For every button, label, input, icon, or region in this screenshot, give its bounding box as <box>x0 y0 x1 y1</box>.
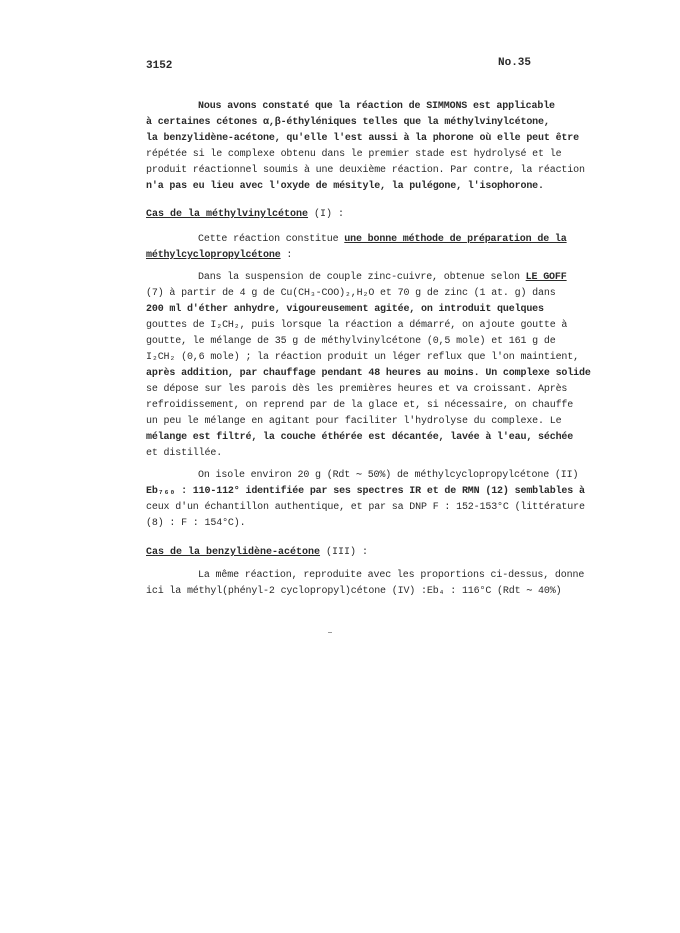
text-line: On isole environ 20 g (Rdt ∼ 50%) de méthylcyclopropylcétone (II) <box>198 470 579 481</box>
text-line: à certaines cétones α,β-éthyléniques telles que la méthylvinylcétone, <box>146 117 550 128</box>
text-line: 200 ml d'éther anhydre, vigoureusement agitée, on introduit quelques <box>146 304 544 315</box>
text-line: (8) : F : 154°C). <box>146 518 246 529</box>
section-heading-underlined: Cas de la benzylidène-acétone <box>146 547 321 558</box>
section1-paragraph1 <box>146 270 591 462</box>
scan-mark <box>328 632 332 633</box>
subtitle-rest: : <box>280 250 293 261</box>
text-line: un peu le mélange en agitant pour faciliter l'hydrolyse du complexe. Le <box>146 416 562 427</box>
text-line: après addition, par chauffage pendant 48 heures au moins. Un complexe solide <box>146 368 591 379</box>
reference-author: LE GOFF <box>525 272 567 283</box>
text-line: ceux d'un échantillon authentique, et par sa DNP F : 152-153°C (littérature <box>146 502 585 513</box>
journal-number: No.35 <box>498 57 532 69</box>
text-line: Nous avons constaté que la réaction de SIMMONS est applicable <box>198 101 555 112</box>
subtitle-plain: Cette réaction constitue <box>198 234 345 245</box>
para-text: Dans la suspension de couple zinc-cuivre, obtenue selon <box>198 272 526 283</box>
text-line <box>146 232 567 248</box>
text-line: et distillée. <box>146 448 223 459</box>
text-line: répétée si le complexe obtenu dans le premier stade est hydrolysé et le <box>146 149 562 160</box>
intro-paragraph <box>146 99 585 195</box>
subtitle-underlined: une bonne méthode de préparation de la <box>344 234 567 245</box>
section1-subtitle <box>146 232 567 264</box>
subtitle-underlined: méthylcyclopropylcétone <box>146 250 281 261</box>
section-heading-benzylideneacetone <box>146 545 368 561</box>
text-line: produit réactionnel soumis à une deuxième réaction. Par contre, la réaction <box>146 165 585 176</box>
text-line: mélange est filtré, la couche éthérée est décantée, lavée à l'eau, séchée <box>146 432 574 443</box>
text-line <box>146 248 536 264</box>
text-line: Eb₇₆₀ : 110-112° identifiée par ses spectres IR et de RMN (12) semblables à <box>146 486 585 497</box>
text-line: (7) à partir de 4 g de Cu(CH₃-COO)₂,H₂O et 70 g de zinc (1 at. g) dans <box>146 288 556 299</box>
page-number: 3152 <box>146 60 173 72</box>
section-heading-rest: (I) : <box>308 209 345 220</box>
text-line: ici la méthyl(phényl-2 cyclopropyl)cétone (IV) :Eb₄ : 116°C (Rdt ∼ 40%) <box>146 586 562 597</box>
text-line: goutte, le mélange de 35 g de méthylvinylcétone (0,5 mole) et 161 g de <box>146 336 556 347</box>
text-line <box>146 270 567 286</box>
text-line: La même réaction, reproduite avec les proportions ci-dessus, donne <box>198 570 585 581</box>
text-line: se dépose sur les parois dès les premières heures et va croissant. Après <box>146 384 568 395</box>
text-line: gouttes de I₂CH₂, puis lorsque la réaction a démarré, on ajoute goutte à <box>146 320 568 331</box>
section2-paragraph <box>146 568 585 600</box>
text-line: I₂CH₂ (0,6 mole) ; la réaction produit un léger reflux que l'on maintient, <box>146 352 579 363</box>
section1-paragraph2 <box>146 468 585 532</box>
text-line: la benzylidène-acétone, qu'elle l'est aussi à la phorone où elle peut être <box>146 133 579 144</box>
section-heading-underlined: Cas de la méthylvinylcétone <box>146 209 309 220</box>
text-line: refroidissement, on reprend par de la glace et, si nécessaire, on chauffe <box>146 400 574 411</box>
text-line: n'a pas eu lieu avec l'oxyde de mésityle, la pulégone, l'isophorone. <box>146 181 544 192</box>
section-heading-rest: (III) : <box>320 547 369 558</box>
section-heading-methylvinylcetone <box>146 207 344 223</box>
